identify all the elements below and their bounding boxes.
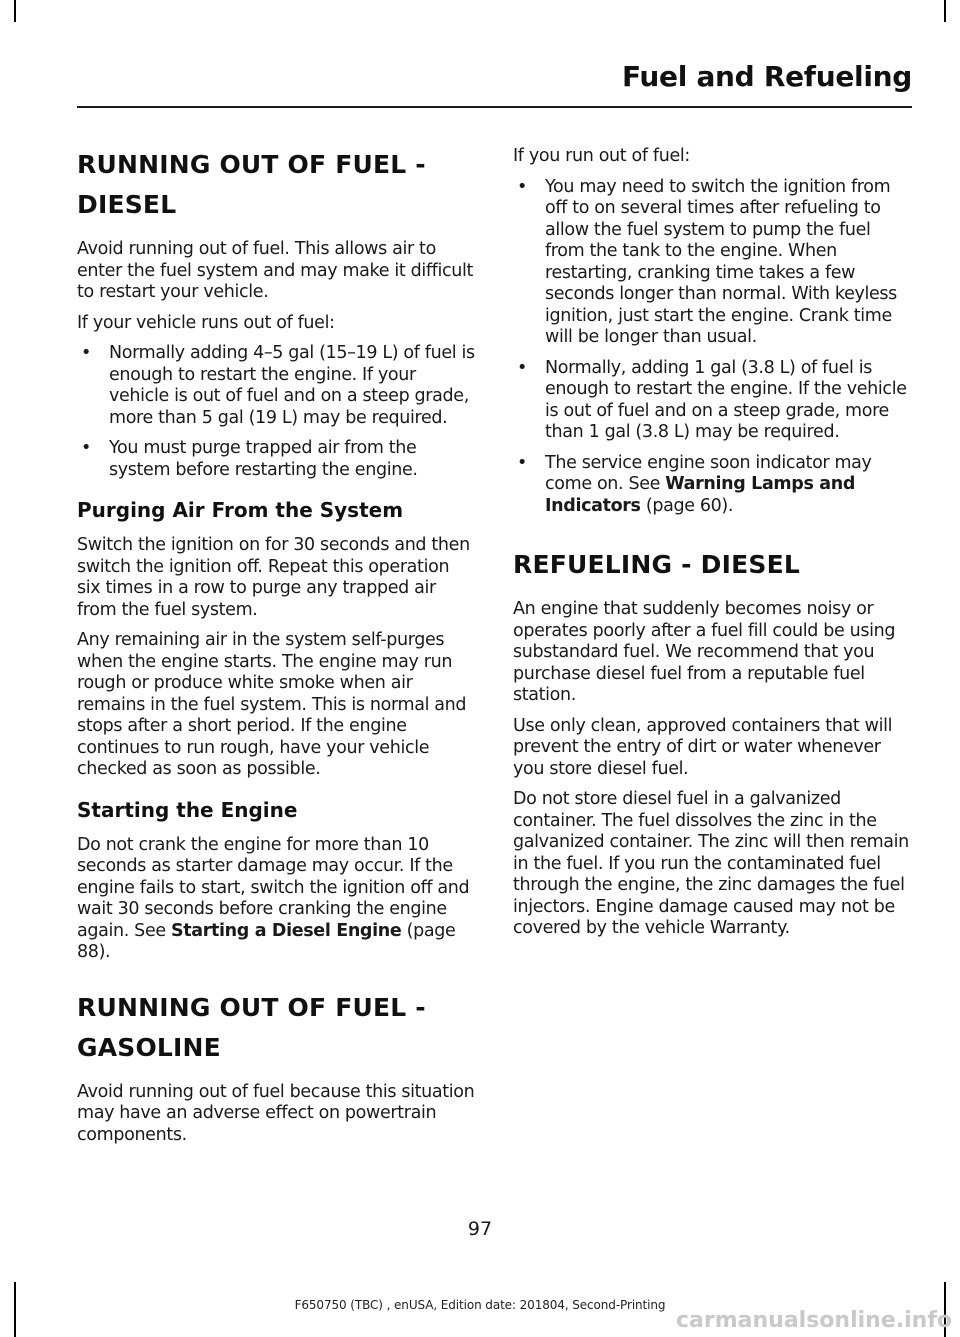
bullet-icon: • bbox=[517, 176, 527, 197]
heading-refueling-diesel: REFUELING - DIESEL bbox=[513, 550, 800, 579]
bullet-icon: • bbox=[517, 452, 527, 473]
paragraph-if-runs-out: If your vehicle runs out of fuel: bbox=[77, 312, 335, 333]
header-rule bbox=[77, 106, 912, 108]
paragraph-avoid-gasoline: Avoid running out of fuel because this situation may have an adverse effect on powertrain components. bbox=[77, 1081, 475, 1145]
bullet-list-left bbox=[77, 343, 477, 481]
heading-line1: RUNNING OUT OF FUEL - bbox=[77, 992, 426, 1022]
list-item: • You may need to switch the ignition from off to on several times after refueling to allow the fuel system to pump the fuel from the tank to the engine. When restarting, cranking time takes a few seconds longer than normal. With keyless ignition, just start the engine. Crank time will be longer than usual. bbox=[517, 176, 897, 347]
paragraph-avoid: Avoid running out of fuel. This allows air to enter the fuel system and may make it difficult to restart your vehicle. bbox=[77, 239, 474, 302]
heading-starting-engine: Starting the Engine bbox=[77, 797, 298, 822]
paragraph-noisy-engine: An engine that suddenly becomes noisy or operates poorly after a fuel fill could be using substandard fuel. We recommend that you purchase diesel fuel from a reputable fuel station. bbox=[513, 599, 896, 705]
paragraph-if-you-run-out: If you run out of fuel: bbox=[513, 146, 690, 166]
crop-mark-top-right bbox=[944, 0, 946, 22]
left-column bbox=[77, 148, 477, 1146]
link-warning-lamps[interactable]: Warning Lamps and Indicators bbox=[545, 474, 856, 516]
list-item: • The service engine soon indicator may come on. See Warning Lamps and Indicators (page 60). bbox=[517, 452, 872, 516]
paragraph-containers: Use only clean, approved containers that will prevent the entry of dirt or water whenever you store diesel fuel. bbox=[513, 715, 893, 779]
heading-line2: GASOLINE bbox=[77, 1032, 221, 1062]
crop-mark-top-left bbox=[14, 0, 16, 22]
paragraph-galvanized: Do not store diesel fuel in a galvanized container. The fuel dissolves the zinc in the galvanized container. The zinc will then remain in the fuel. If you run the contaminated fuel through the engine, the zinc damages the fuel injectors. Engine damage caused may not be covered by the vehicle Warranty. bbox=[513, 789, 909, 938]
heading-running-out-gasoline bbox=[77, 991, 477, 1065]
page-header bbox=[0, 60, 912, 93]
list-item: • Normally adding 4–5 gal (15–19 L) of fuel is enough to restart the engine. If your vehicle is out of fuel and on a steep grade, more than 5 gal (19 L) may be required. bbox=[81, 343, 475, 428]
bullet-icon: • bbox=[517, 357, 527, 378]
section-title: Fuel and Refueling bbox=[621, 60, 912, 93]
heading-line1: RUNNING OUT OF FUEL - bbox=[77, 150, 426, 179]
list-item: • Normally, adding 1 gal (3.8 L) of fuel is enough to restart the engine. If the vehicle is out of fuel and on a steep grade, more than 1 gal (3.8 L) may be required. bbox=[517, 357, 907, 442]
right-column bbox=[513, 146, 913, 940]
paragraph-remaining-air: Any remaining air in the system self-purges when the engine starts. The engine may run rough or produce white smoke when air remains in the fuel system. This is normal and stops after a short period. If the engine continues to run rough, have your vehicle checked as soon as possible. bbox=[77, 630, 467, 779]
bullet-icon: • bbox=[81, 343, 91, 363]
heading-running-out-diesel bbox=[77, 148, 477, 222]
list-item: • You must purge trapped air from the system before restarting the engine. bbox=[81, 438, 418, 480]
heading-line2: DIESEL bbox=[77, 190, 177, 219]
page-number: 97 bbox=[467, 1218, 493, 1240]
bullet-list-right bbox=[513, 177, 913, 518]
paragraph-do-not-crank: Do not crank the engine for more than 10 seconds as starter damage may occur. If the engine fails to start, switch the ignition off and wait 30 seconds before cranking the engine again. See Starting a Diesel Engine (page 88). bbox=[77, 834, 470, 962]
paragraph-switch-ignition: Switch the ignition on for 30 seconds and then switch the ignition off. Repeat this operation six times in a row to purge any trapped air from the fuel system. bbox=[77, 535, 470, 620]
heading-purging-air: Purging Air From the System bbox=[77, 498, 404, 522]
link-starting-diesel-engine[interactable]: Starting a Diesel Engine bbox=[171, 920, 402, 941]
watermark-logo: carmanualsonline.info bbox=[676, 1308, 952, 1333]
bullet-icon: • bbox=[81, 438, 91, 458]
edition-info: F650750 (TBC) , enUSA, Edition date: 201804, Second-Printing bbox=[294, 1298, 666, 1312]
